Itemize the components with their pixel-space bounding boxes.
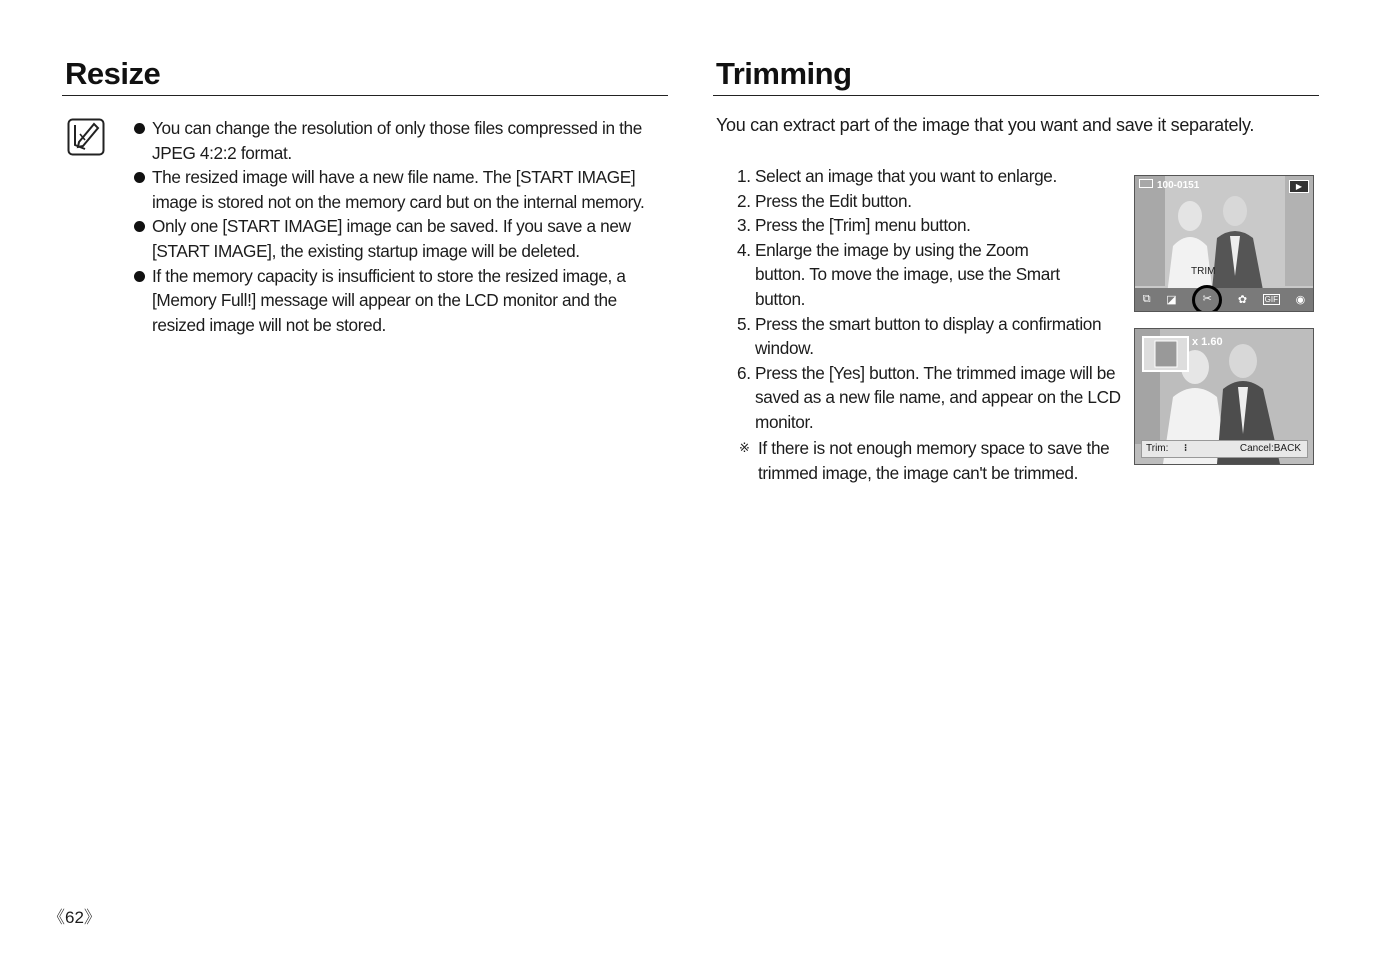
bullet-dot-icon <box>134 123 145 134</box>
page-number: 《62》 <box>48 908 101 927</box>
red-eye-icon[interactable]: ◉ <box>1295 293 1306 306</box>
gif-icon[interactable]: GIF <box>1264 294 1278 304</box>
list-item: 6. Press the [Yes] button. The trimmed image will be saved as a new file name, and appear on the LCD monitor. <box>737 362 1121 432</box>
folder-icon <box>1139 179 1153 188</box>
bullet-dot-icon <box>134 172 145 183</box>
trim-icon[interactable]: ✂ <box>1192 285 1222 312</box>
list-item: 3. Press the [Trim] menu button. <box>737 215 971 236</box>
lcd-screen-trim-zoom <box>1134 328 1314 465</box>
list-item: 2. Press the Edit button. <box>737 190 912 211</box>
caution-note: ※ If there is not enough memory space to save the trimmed image, the image can't be trimmed. <box>739 438 1110 483</box>
menu-label: TRIM <box>1191 266 1216 277</box>
list-item: 5. Press the smart button to display a confirmation window. <box>737 313 1102 359</box>
list-item: If the memory capacity is insufficient to store the resized image, a [Memory Full!] message will appear on the LCD monitor and the resized image will not be stored. <box>134 264 654 338</box>
list-item: 1. Select an image that you want to enlarge. <box>737 166 1057 186</box>
rotate-icon[interactable]: ◪ <box>1166 293 1177 306</box>
section-title-trimming: Trimming <box>716 56 852 91</box>
trimming-intro: You can extract part of the image that you want and save it separately. <box>716 115 1255 135</box>
title-rule-left <box>62 95 668 96</box>
list-item: The resized image will have a new file name. The [START IMAGE] image is stored not on the memory card but on the internal memory. <box>134 165 654 214</box>
effect-icon[interactable]: ✿ <box>1237 293 1248 306</box>
trimming-steps-list <box>737 164 1122 435</box>
file-number-label: 100-0151 <box>1139 179 1199 191</box>
list-item: You can change the resolution of only those files compressed in the JPEG 4:2:2 format. <box>134 116 654 165</box>
bullet-dot-icon <box>134 221 145 232</box>
list-item: Only one [START IMAGE] image can be saved. If you save a new [START IMAGE], the existing startup image will be deleted. <box>134 214 654 263</box>
play-mode-icon: ▶ <box>1289 180 1309 193</box>
note-icon <box>67 118 105 156</box>
section-title-resize: Resize <box>65 56 161 91</box>
resize-notes-list <box>134 116 654 337</box>
resize-icon[interactable]: ⧉ <box>1142 292 1151 305</box>
trim-status-bar <box>1141 440 1308 458</box>
trim-label: Trim: <box>1146 443 1169 454</box>
lcd-screen-trim-menu <box>1134 175 1314 312</box>
bullet-dot-icon <box>134 271 145 282</box>
edit-menu-bar <box>1135 290 1313 308</box>
cancel-label: Cancel:BACK <box>1239 443 1301 454</box>
smart-button-icon: ⁝ <box>1184 443 1188 454</box>
zoom-level-label: x 1.60 <box>1192 336 1223 348</box>
caution-mark-icon: ※ <box>739 440 750 455</box>
list-item: 4. Enlarge the image by using the Zoom button. To move the image, use the Smart button. <box>737 239 1060 309</box>
title-rule-right <box>713 95 1319 96</box>
